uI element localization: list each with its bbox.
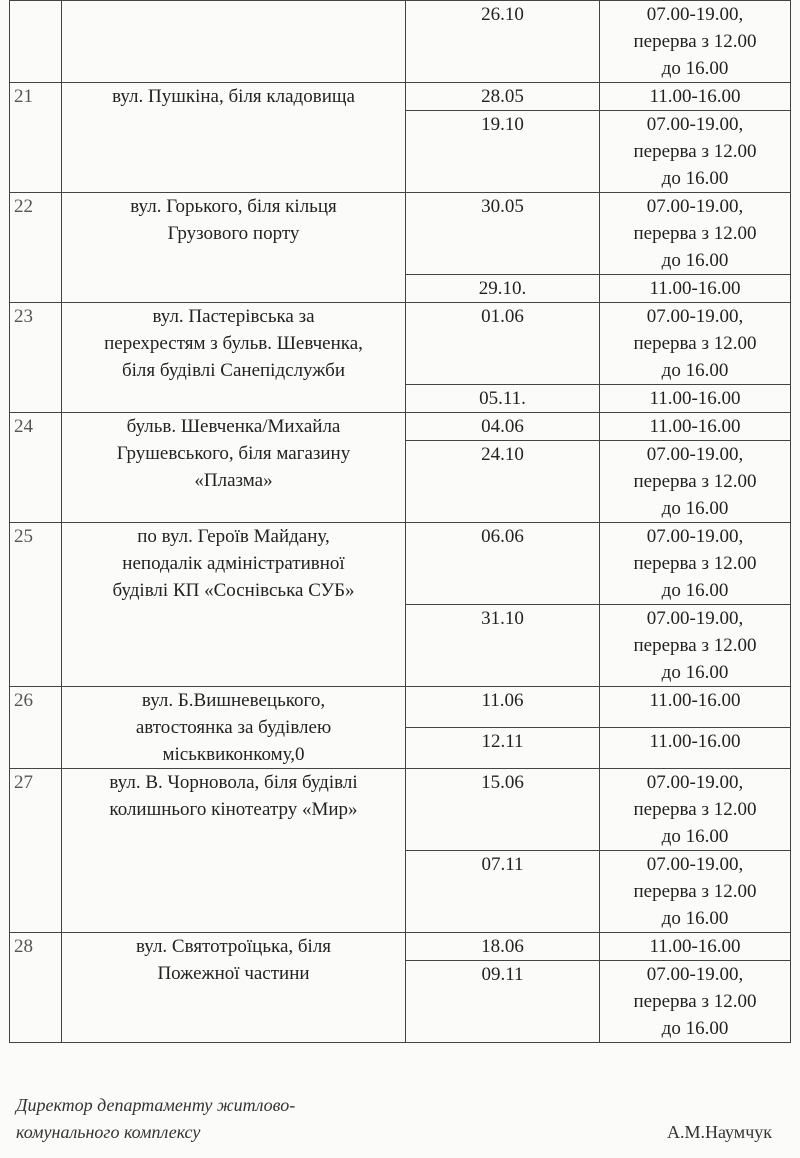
schedule-date: 07.11: [406, 851, 600, 933]
address-line: перехрестям з бульв. Шевченка,: [104, 333, 363, 354]
row-number: 24: [10, 413, 62, 523]
schedule-date: 26.10: [406, 1, 600, 83]
schedule-time: [600, 413, 791, 441]
location-address: [62, 83, 406, 193]
time-line: 11.00-16.00: [649, 86, 741, 107]
schedule-date: 30.05: [406, 193, 600, 275]
time-line: 07.00-19.00,: [646, 772, 744, 793]
time-line: 07.00-19.00,: [646, 196, 744, 217]
address-line: вул. Б.Вишневецького,: [141, 690, 326, 711]
schedule-date: 05.11.: [406, 385, 600, 413]
schedule-time: [600, 769, 791, 851]
schedule-time: [600, 385, 791, 413]
time-line: 07.00-19.00,: [646, 608, 744, 629]
time-line: до 16.00: [661, 58, 729, 79]
time-line: перерва з 12.00: [633, 31, 757, 52]
address-line: по вул. Героїв Майдану,: [137, 526, 330, 547]
location-address: [62, 303, 406, 413]
time-line: перерва з 12.00: [633, 881, 757, 902]
time-line: до 16.00: [661, 580, 729, 601]
time-line: перерва з 12.00: [633, 471, 757, 492]
schedule-table-body: [10, 1, 791, 1043]
address-line: вул. Горького, біля кільця: [130, 196, 337, 217]
time-line: перерва з 12.00: [633, 635, 757, 656]
signatory-position: [16, 1092, 295, 1146]
address-line: Пожежної частини: [157, 963, 310, 984]
time-line: до 16.00: [661, 498, 729, 519]
address-line: автостоянка за будівлею: [135, 717, 332, 738]
address-line: «Плазма»: [194, 470, 273, 491]
time-line: перерва з 12.00: [633, 799, 757, 820]
address-line: біля будівлі Санепідслужби: [121, 360, 346, 381]
time-line: перерва з 12.00: [633, 141, 757, 162]
schedule-time: [600, 728, 791, 769]
schedule-date: 28.05: [406, 83, 600, 111]
row-number: [10, 1, 62, 83]
schedule-time: [600, 275, 791, 303]
schedule-time: [600, 83, 791, 111]
address-line: вул. Пастерівська за: [152, 306, 315, 327]
table-row: [10, 769, 791, 851]
time-line: до 16.00: [661, 826, 729, 847]
time-line: до 16.00: [661, 908, 729, 929]
row-number: 26: [10, 687, 62, 769]
time-line: перерва з 12.00: [633, 553, 757, 574]
schedule-date: 31.10: [406, 605, 600, 687]
time-line: 11.00-16.00: [649, 936, 741, 957]
schedule-time: [600, 687, 791, 728]
signatory-name: А.М.Наумчук: [666, 1122, 772, 1142]
address-line: Грушевського, біля магазину: [116, 443, 351, 464]
time-line: 07.00-19.00,: [646, 526, 744, 547]
schedule-time: [600, 193, 791, 275]
row-number: 23: [10, 303, 62, 413]
schedule-date: 24.10: [406, 441, 600, 523]
schedule-time: [600, 1, 791, 83]
schedule-date: 11.06: [406, 687, 600, 728]
schedule-time: [600, 523, 791, 605]
row-number: 27: [10, 769, 62, 933]
time-line: до 16.00: [661, 250, 729, 271]
table-row: [10, 933, 791, 961]
schedule-time: [600, 933, 791, 961]
schedule-date: 29.10.: [406, 275, 600, 303]
time-line: 07.00-19.00,: [646, 964, 744, 985]
address-line: вул. Святотроїцька, біля: [135, 936, 332, 957]
time-line: до 16.00: [661, 168, 729, 189]
time-line: 07.00-19.00,: [646, 306, 744, 327]
location-address: [62, 413, 406, 523]
row-number: 22: [10, 193, 62, 303]
location-address: [62, 769, 406, 933]
time-line: 07.00-19.00,: [646, 4, 744, 25]
address-line: вул. В. Чорновола, біля будівлі: [109, 772, 358, 793]
time-line: 11.00-16.00: [649, 731, 741, 752]
table-row: [10, 523, 791, 605]
time-line: перерва з 12.00: [633, 223, 757, 244]
schedule-date: 19.10: [406, 111, 600, 193]
location-address: [62, 933, 406, 1043]
address-line: бульв. Шевченка/Михайла: [126, 416, 341, 437]
time-line: 07.00-19.00,: [646, 114, 744, 135]
time-line: 11.00-16.00: [649, 388, 741, 409]
location-address: [62, 523, 406, 687]
schedule-time: [600, 605, 791, 687]
time-line: 11.00-16.00: [649, 278, 741, 299]
address-line: неподалік адміністративної: [122, 553, 345, 574]
time-line: перерва з 12.00: [633, 991, 757, 1012]
schedule-date: 09.11: [406, 961, 600, 1043]
time-line: до 16.00: [661, 1018, 729, 1039]
table-row: [10, 193, 791, 275]
address-line: Грузового порту: [167, 223, 300, 244]
table-row: [10, 83, 791, 111]
position-line-1: Директор департаменту житлово-: [16, 1095, 296, 1115]
address-line: будівлі КП «Соснівська СУБ»: [112, 580, 355, 601]
row-number: 28: [10, 933, 62, 1043]
table-row: [10, 303, 791, 385]
schedule-date: 04.06: [406, 413, 600, 441]
row-number: 25: [10, 523, 62, 687]
time-line: 11.00-16.00: [649, 690, 741, 711]
location-address: [62, 687, 406, 769]
location-address: [62, 193, 406, 303]
address-line: вул. Пушкіна, біля кладовища: [112, 86, 355, 107]
schedule-time: [600, 851, 791, 933]
schedule-time: [600, 303, 791, 385]
time-line: до 16.00: [661, 360, 729, 381]
schedule-table: [9, 0, 791, 1043]
schedule-date: 12.11: [406, 728, 600, 769]
time-line: перерва з 12.00: [633, 333, 757, 354]
address-line: колишнього кінотеатру «Мир»: [109, 799, 358, 820]
address-line: міськвиконкому,0: [162, 744, 305, 765]
time-line: 11.00-16.00: [649, 416, 741, 437]
schedule-time: [600, 441, 791, 523]
schedule-date: 15.06: [406, 769, 600, 851]
schedule-date: 06.06: [406, 523, 600, 605]
schedule-time: [600, 111, 791, 193]
schedule-date: 18.06: [406, 933, 600, 961]
time-line: 07.00-19.00,: [646, 444, 744, 465]
schedule-date: 01.06: [406, 303, 600, 385]
table-row: [10, 413, 791, 441]
table-row: [10, 687, 791, 728]
row-number: 21: [10, 83, 62, 193]
location-address: [62, 1, 406, 83]
time-line: до 16.00: [661, 662, 729, 683]
time-line: 07.00-19.00,: [646, 854, 744, 875]
position-line-2: комунального комплексу: [16, 1122, 201, 1142]
table-row: [10, 1, 791, 83]
schedule-time: [600, 961, 791, 1043]
